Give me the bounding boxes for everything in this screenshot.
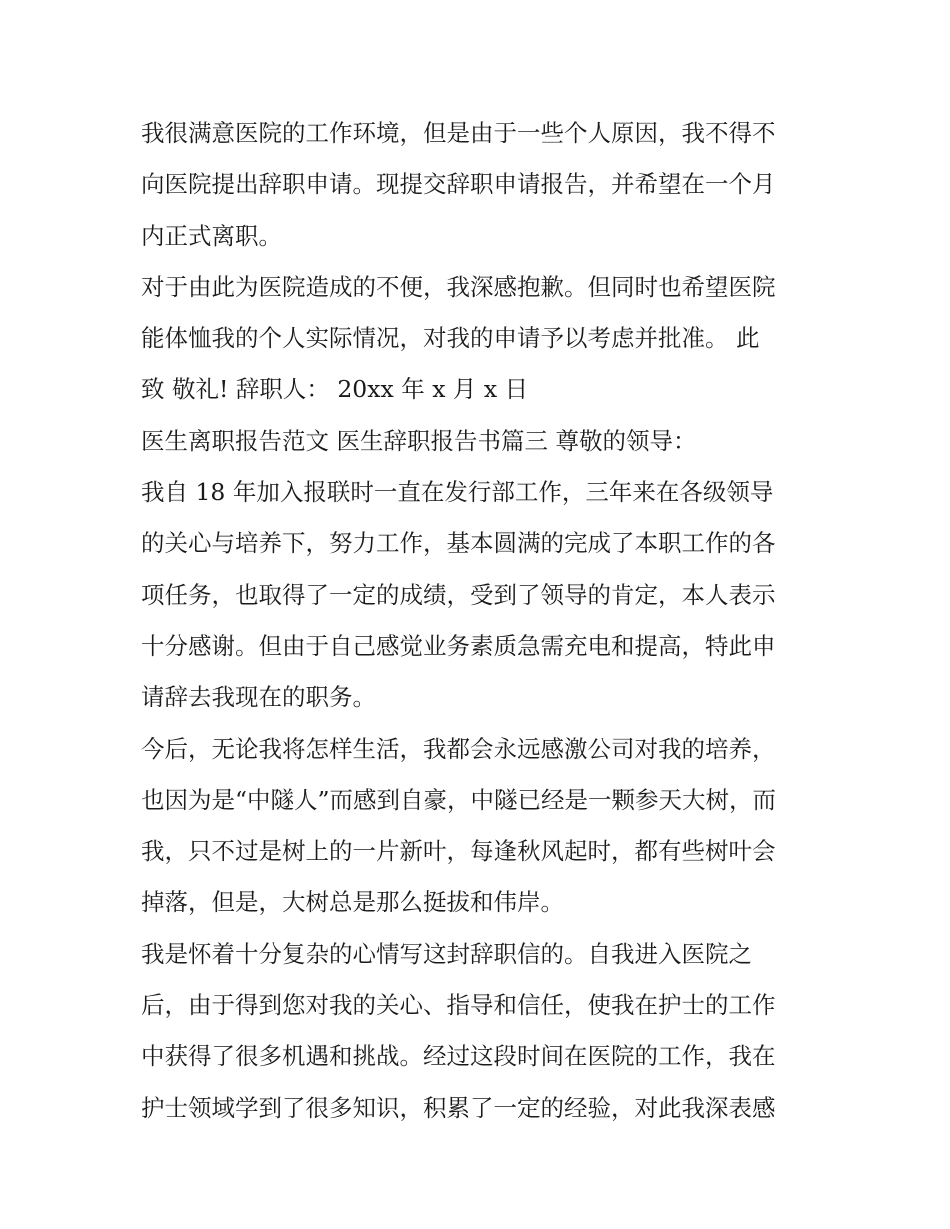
text-line: 也因为是“中隧人”而感到自豪，中隧已经是一颗参天大树，而 bbox=[141, 785, 777, 814]
text-line: 掉落，但是，大树总是那么挺拔和伟岸。 bbox=[141, 888, 564, 917]
text-line: 今后，无论我将怎样生活，我都会永远感激公司对我的培养， bbox=[141, 734, 776, 763]
text-line: 中获得了很多机遇和挑战。经过这段时间在医院的工作，我在 bbox=[141, 1042, 776, 1071]
text-line: 对于由此为医院造成的不便，我深感抱歉。但同时也希望医院 bbox=[141, 272, 776, 301]
text-line: 项任务，也取得了一定的成绩，受到了领导的肯定，本人表示 bbox=[141, 580, 776, 609]
text-line: 的关心与培养下，努力工作，基本圆满的完成了本职工作的各 bbox=[141, 529, 776, 558]
text-line: 我，只不过是树上的一片新叶，每逢秋风起时，都有些树叶会 bbox=[141, 837, 776, 866]
text-line: 我自 18 年加入报联时一直在发行部工作，三年来在各级领导 bbox=[141, 478, 774, 507]
text-line: 向医院提出辞职申请。现提交辞职申请报告，并希望在一个月 bbox=[141, 170, 776, 199]
text-line: 护士领域学到了很多知识，积累了一定的经验，对此我深表感 bbox=[141, 1093, 776, 1122]
text-line: 我是怀着十分复杂的心情写这封辞职信的。自我进入医院之 bbox=[141, 939, 752, 968]
text-line: 医生离职报告范文 医生辞职报告书篇三 尊敬的领导： bbox=[141, 426, 697, 455]
text-line: 致 敬礼! 辞职人： 20xx 年 x 月 x 日 bbox=[141, 375, 529, 404]
text-line: 我很满意医院的工作环境，但是由于一些个人原因，我不得不 bbox=[141, 119, 776, 147]
text-line: 请辞去我现在的职务。 bbox=[141, 683, 376, 712]
text-line: 内正式离职。 bbox=[141, 221, 282, 250]
text-line: 能体恤我的个人实际情况，对我的申请予以考虑并批准。 此 bbox=[141, 324, 760, 353]
text-line: 后，由于得到您对我的关心、指导和信任，使我在护士的工作 bbox=[141, 991, 776, 1020]
text-line: 十分感谢。但由于自己感觉业务素质急需充电和提高，特此申 bbox=[141, 631, 776, 660]
document-body bbox=[141, 108, 821, 1134]
